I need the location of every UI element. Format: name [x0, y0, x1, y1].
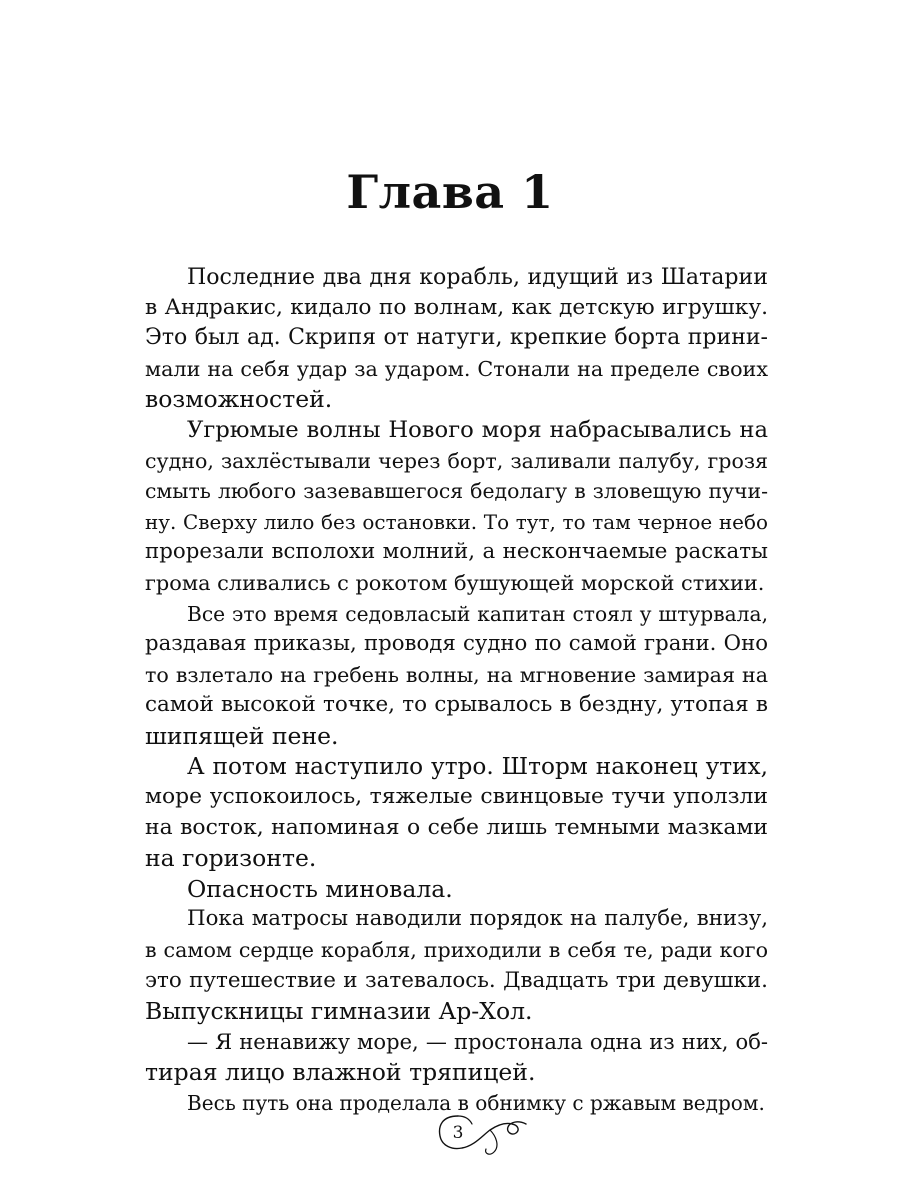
text-line: это путешествие и затевалось. Двадцать три девушки. — [145, 967, 768, 993]
text-line: Весь путь она проделала в обнимку с ржавым ведром. — [187, 1091, 765, 1116]
text-line: на горизонте. — [145, 844, 317, 873]
text-line: А потом наступило утро. Шторм наконец утих, — [187, 752, 768, 780]
text-line: грома сливались с рокотом бушующей морской стихии. — [145, 570, 765, 595]
chapter-text — [145, 262, 768, 1119]
text-line: Опасность миновала. — [187, 874, 453, 903]
text-line: самой высокой точке, то срывалось в бездну, утопая в — [145, 692, 768, 718]
text-line: в самом сердце корабля, приходили в себя те, ради кого — [145, 938, 768, 963]
page-number-ornament — [434, 1112, 534, 1160]
text-line: то взлетало на гребень волны, на мгновение замирая на — [145, 662, 768, 687]
text-line: Угрюмые волны Нового моря набрасывались на — [187, 416, 768, 443]
text-line: Это был ад. Скрипя от натуги, крепкие борта прини- — [145, 325, 768, 351]
text-line: на восток, напоминая о себе лишь темными мазками — [145, 814, 768, 840]
text-line: шипящей пене. — [145, 721, 339, 750]
text-line: — Я ненавижу море, — простонала одна из них, об- — [187, 1028, 768, 1054]
text-line: возможностей. — [145, 385, 333, 414]
text-line: ну. Сверху лило без остановки. То тут, то там черное небо — [145, 509, 768, 534]
text-line: Последние два дня корабль, идущий из Шатарии — [187, 264, 768, 290]
text-line: судно, захлёстывали через борт, заливали палубу, грозя — [145, 448, 768, 473]
page-number: 3 — [452, 1123, 464, 1143]
text-line: мали на себя удар за ударом. Стонали на пределе своих — [145, 356, 768, 381]
text-line: море успокоилось, тяжелые свинцовые тучи уползли — [145, 784, 768, 810]
text-line: раздавая приказы, проводя судно по самой грани. Оно — [145, 631, 768, 657]
text-line: в Андракис, кидало по волнам, как детскую игрушку. — [145, 294, 768, 320]
text-line: Все это время седовласый капитан стоял у штурвала, — [187, 601, 768, 626]
text-line: смыть любого зазевавшегося бедолагу в зловещую пучи- — [145, 479, 768, 504]
text-line: прорезали всполохи молний, а нескончаемые раскаты — [145, 539, 768, 565]
chapter-title: Глава 1 — [346, 165, 554, 219]
text-line: Выпускницы гимназии Ар-Хол. — [145, 997, 533, 1026]
text-line: тирая лицо влажной тряпицей. — [145, 1058, 536, 1087]
text-line: Пока матросы наводили порядок на палубе, внизу, — [187, 906, 768, 932]
